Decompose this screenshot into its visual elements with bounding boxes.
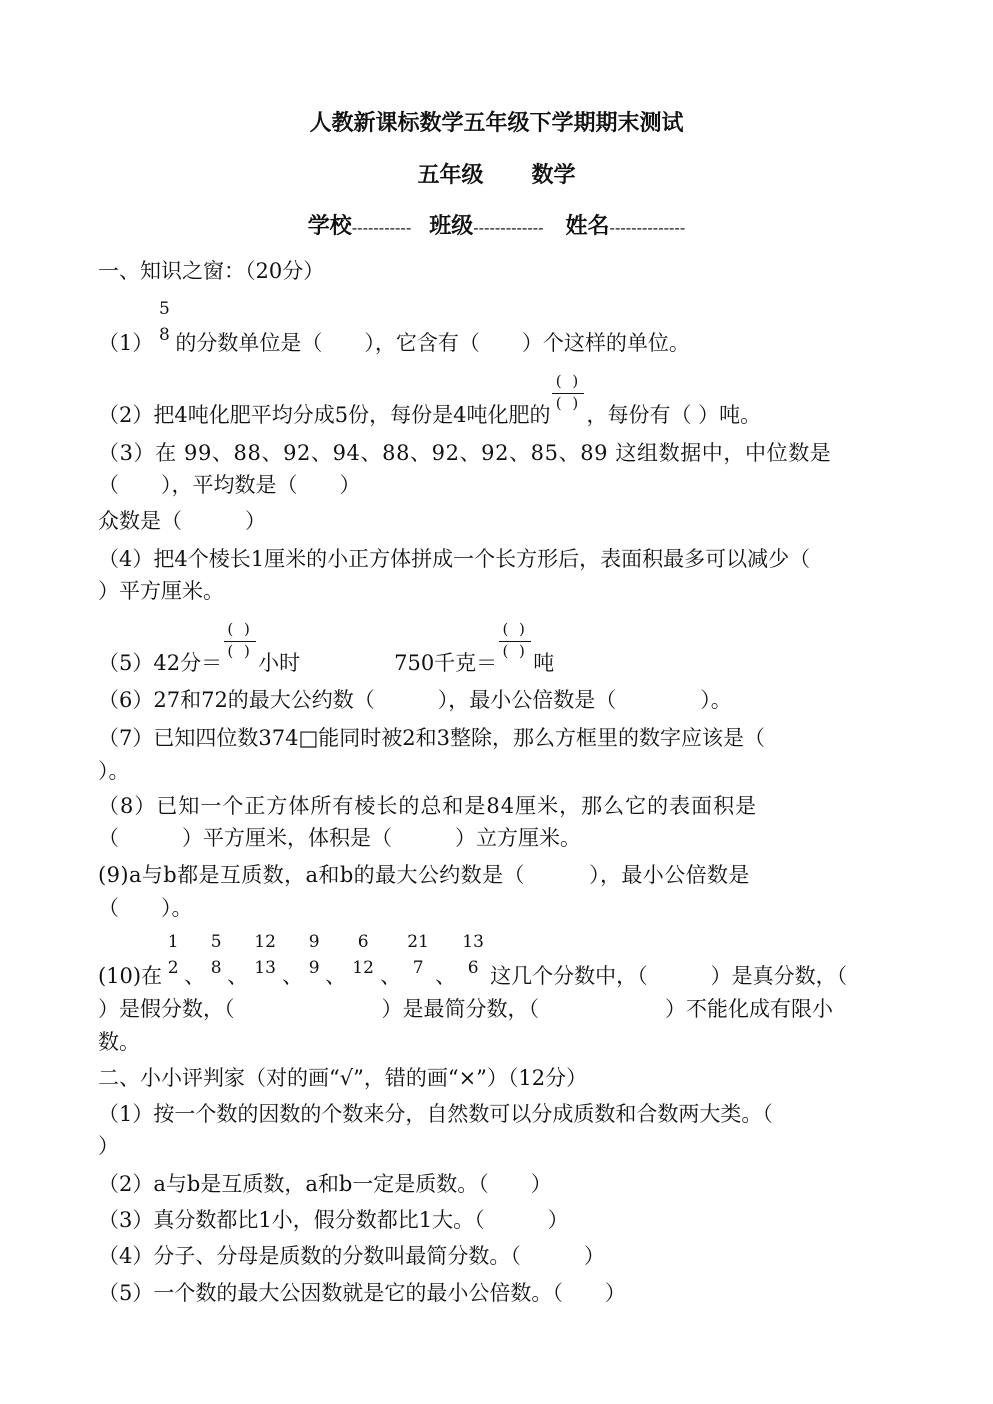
- fraction-5-8: 5 8: [158, 299, 170, 345]
- question-3-line2: （ ），平均数是（ ）: [98, 473, 361, 497]
- question-4-line1: （4）把4个棱长1厘米的小正方体拼成一个长方形后，表面积最多可以减少（: [98, 547, 811, 571]
- question-1-text: 的分数单位是（ ），它含有（ ）个这样的单位。: [175, 331, 690, 355]
- question-1: [98, 299, 690, 357]
- judge-item-1-line1: （1）按一个数的因数的个数来分，自然数可以分成质数和合数两大类。（: [98, 1102, 773, 1126]
- question-2: [98, 372, 762, 429]
- fraction-13-6: 13 6: [462, 932, 484, 978]
- answer-fraction-blank[interactable]: $\frac{( )}{( )}$: [222, 649, 258, 677]
- student-info-line: [0, 212, 993, 242]
- section2-heading: 二、小小评判家（对的画“√”，错的画“×”）（12分）: [98, 1066, 588, 1090]
- judge-item-1-line2: ）: [98, 1134, 119, 1158]
- question-7-line1: （7）已知四位数374□能同时被2和3整除，那么方框里的数字应该是（: [98, 726, 766, 750]
- question-9-line2: （ ）。: [98, 896, 193, 920]
- question-8-line1: （8）已知一个正方体所有棱长的总和是84厘米，那么它的表面积是: [98, 794, 758, 818]
- question-5-part1: （5）42分＝: [98, 651, 223, 675]
- answer-fraction-blank[interactable]: $\frac{( )}{( )}$: [497, 649, 533, 677]
- question-7-line2: ）。: [98, 759, 130, 783]
- answer-fraction-blank[interactable]: $\frac{( )}{( )}$: [550, 401, 586, 429]
- name-label: 姓名: [565, 213, 610, 239]
- question-10-line2: ）是假分数，（ ）是最简分数，（ ）不能化成有限小: [98, 997, 833, 1021]
- judge-item-2: （2）a与b是互质数，a和b一定是质数。（ ）: [98, 1172, 552, 1196]
- subtitle-subject: 数学: [531, 162, 576, 188]
- section1-heading: 一、知识之窗：（20分）: [98, 259, 325, 283]
- question-3-line1: （3）在 99、88、92、94、88、92、92、85、89 这组数据中，中位数是: [98, 441, 832, 465]
- question-4-line2: ）平方厘米。: [98, 579, 224, 603]
- question-5-unit2: 吨: [533, 651, 555, 675]
- judge-item-5: （5）一个数的最大公因数就是它的最小公倍数。（ ）: [98, 1281, 626, 1305]
- question-9-line1: (9)a与b都是互质数，a和b的最大公约数是（ ），最小公倍数是: [98, 863, 750, 887]
- question-10-prefix: (10)在: [98, 964, 163, 988]
- question-5-unit1: 小时: [258, 651, 301, 675]
- judge-item-4: （4）分子、分母是质数的分数叫最简分数。（ ）: [98, 1244, 605, 1268]
- question-10-line1: (10)在 1 2 、 5 8 、 12 13 、 9 9 、 6 12 、 21 7 、 13 6 这几个分数中，（ ）是真分数，（: [98, 932, 848, 988]
- question-5-part2: 750千克＝: [394, 651, 498, 675]
- question-10-line3: 数。: [98, 1030, 140, 1054]
- fraction-21-7: 21 7: [407, 932, 429, 978]
- question-2-text-a: （2）把4吨化肥平均分成5份，每份是4吨化肥的: [98, 403, 551, 427]
- question-8-line2: （ ）平方厘米，体积是（ ）立方厘米。: [98, 826, 581, 850]
- name-field[interactable]: --------------: [609, 218, 686, 237]
- fraction-1-2: 1 2: [167, 932, 179, 978]
- school-label: 学校: [307, 213, 352, 239]
- fraction-5-8: 5 8: [210, 932, 222, 978]
- fraction-6-12: 6 12: [352, 932, 374, 978]
- question-5: [98, 620, 555, 677]
- question-10-text-a: 这几个分数中，（ ）是真分数，（: [490, 964, 848, 988]
- question-3-line3: 众数是（ ）: [98, 509, 266, 533]
- school-field[interactable]: -----------: [351, 218, 412, 237]
- class-field[interactable]: -------------: [473, 218, 544, 237]
- class-label: 班级: [429, 213, 474, 239]
- question-1-prefix: （1）: [98, 331, 154, 355]
- subtitle-grade: 五年级: [417, 162, 484, 188]
- fraction-9-9: 9 9: [308, 932, 320, 978]
- exam-title: 人教新课标数学五年级下学期期末测试: [309, 110, 684, 136]
- question-6: （6）27和72的最大公约数（ ），最小公倍数是（ ）。: [98, 688, 732, 712]
- fraction-12-13: 12 13: [254, 932, 276, 978]
- question-2-text-b: ，每份有（ ）吨。: [586, 403, 762, 427]
- judge-item-3: （3）真分数都比1小，假分数都比1大。（ ）: [98, 1208, 569, 1232]
- exam-subtitle: [0, 161, 993, 189]
